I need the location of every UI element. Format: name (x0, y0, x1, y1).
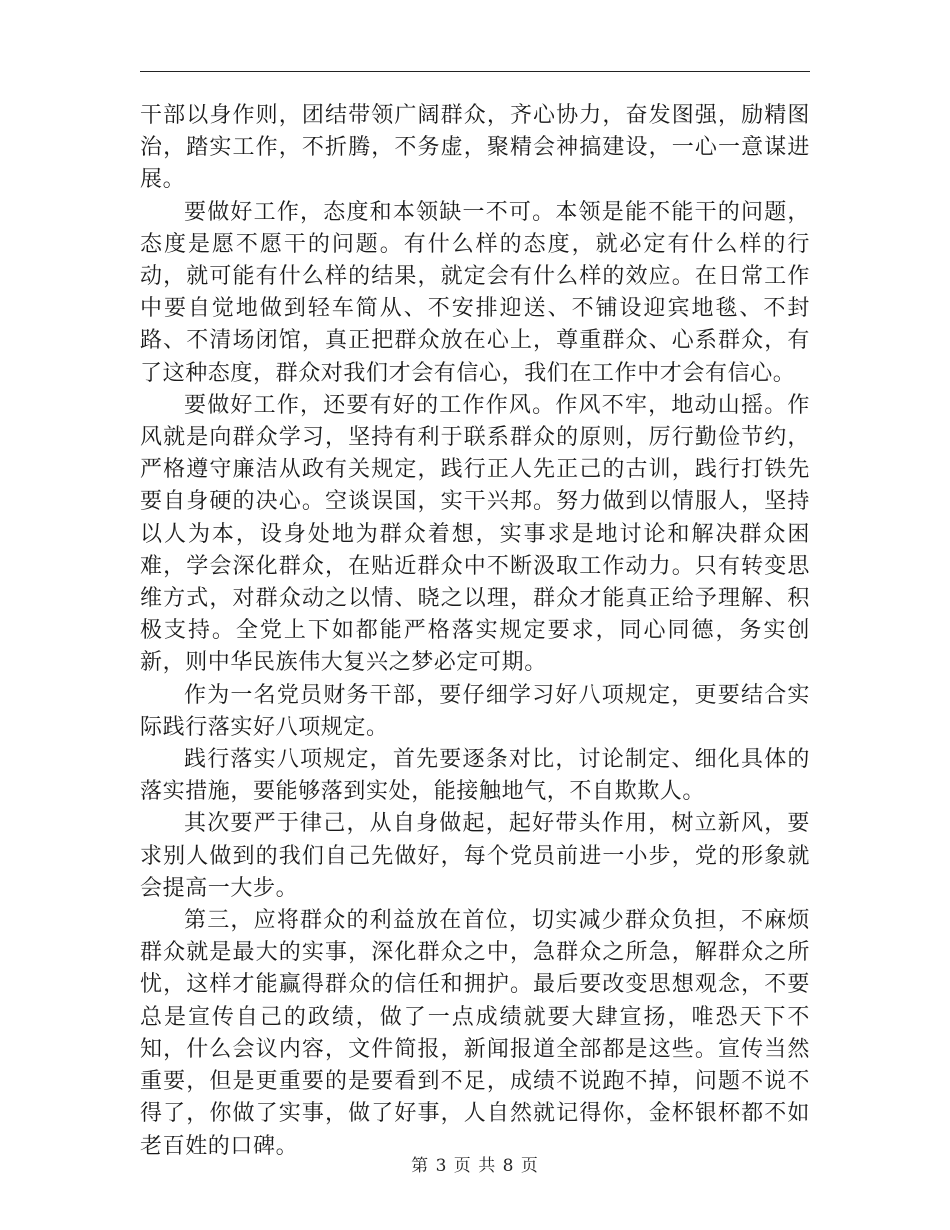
paragraph-first-point: 践行落实八项规定，首先要逐条对比，讨论制定、细化具体的落实措施，要能够落到实处，能接触地气，不自欺欺人。 (140, 747, 810, 805)
header-rule (140, 71, 810, 72)
paragraph-second-point: 其次要严于律己，从自身做起，起好带头作用，树立新风，要求别人做到的我们自己先做好，每个党员前进一小步，党的形象就会提高一大步。 (140, 811, 810, 901)
paragraph-attitude: 要做好工作，态度和本领缺一不可。本领是能不能干的问题，态度是愿不愿干的问题。有什么样的态度，就必定有什么样的行动，就可能有什么样的结果，就定会有什么样的效应。在日常工作中要自觉地做到轻车简从、不安排迎送、不铺设迎宾地毯、不封路、不清场闭馆，真正把群众放在心上，尊重群众、心系群众，有了这种态度，群众对我们才会有信心，我们在工作中才会有信心。 (140, 199, 810, 386)
paragraph-continued: 干部以身作则，团结带领广阔群众，齐心协力，奋发图强，励精图治，踏实工作，不折腾，不务虚，聚精会神搞建设，一心一意谋进展。 (140, 103, 810, 193)
paragraph-third-point: 第三，应将群众的利益放在首位，切实减少群众负担，不麻烦群众就是最大的实事，深化群众之中，急群众之所急，解群众之所忧，这样才能赢得群众的信任和拥护。最后要改变思想观念，不要总是宣传自己的政绩，做了一点成绩就要大肆宣扬，唯恐天下不知，什么会议内容，文件简报，新闻报道全部都是这些。宣传当然重要，但是更重要的是要看到不足，成绩不说跑不掉，问题不说不得了，你做了实事，做了好事，人自然就记得你，金杯银杯都不如老百姓的口碑。 (140, 908, 810, 1159)
document-body (140, 100, 810, 1163)
page-number-footer: 第 3 页 共 8 页 (411, 1156, 539, 1176)
paragraph-finance-cadre: 作为一名党员财务干部，要仔细学习好八项规定，更要结合实际践行落实好八项规定。 (140, 682, 810, 740)
paragraph-work-style: 要做好工作，还要有好的工作作风。作风不牢，地动山摇。作风就是向群众学习，坚持有利于联系群众的原则，厉行勤俭节约，严格遵守廉洁从政有关规定，践行正人先正己的古训，践行打铁先要自身硬的决心。空谈误国，实干兴邦。努力做到以情服人，坚持以人为本，设身处地为群众着想，实事求是地讨论和解决群众困难，学会深化群众，在贴近群众中不断汲取工作动力。只有转变思维方式，对群众动之以情、晓之以理，群众才能真正给予理解、积极支持。全党上下如都能严格落实规定要求，同心同德，务实创新，则中华民族伟大复兴之梦必定可期。 (140, 392, 810, 676)
